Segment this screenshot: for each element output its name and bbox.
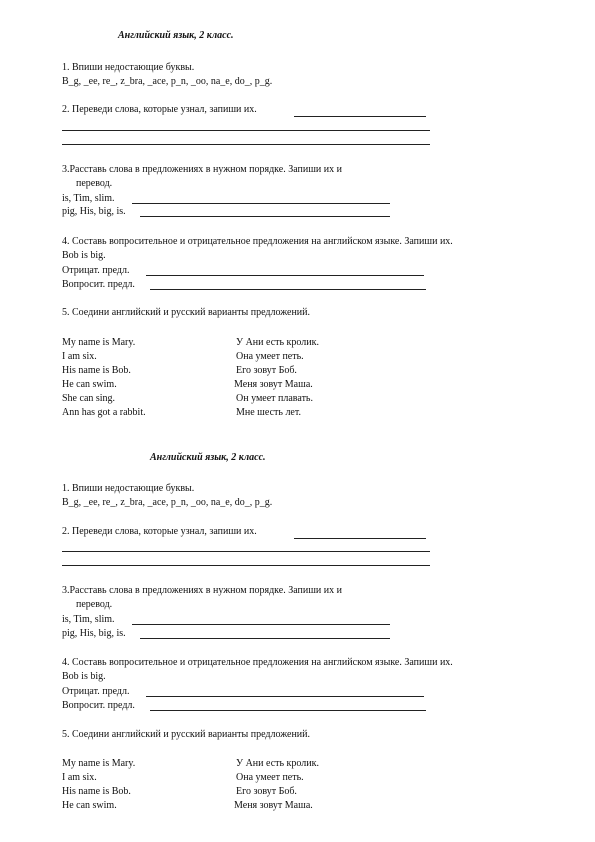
task4-q-label: Вопросит. предл.: [62, 700, 135, 711]
task3-row1: is, Tim, slim.: [62, 614, 115, 625]
english-sentence: Ann has got a rabbit.: [62, 407, 146, 418]
russian-sentence: Она умеет петь.: [236, 351, 304, 362]
english-sentence: She can sing.: [62, 393, 116, 404]
answer-line[interactable]: [62, 551, 430, 552]
task4-q-label: Вопросит. предл.: [62, 279, 135, 290]
worksheet-title: Английский язык, 2 класс.: [150, 452, 266, 463]
task4-sentence: Bob is big.: [62, 671, 106, 682]
task3-heading: 3.Расставь слова в предложениях в нужном порядке. Запиши их и: [62, 585, 342, 596]
russian-sentence: Меня зовут Маша.: [234, 379, 313, 390]
task2-heading: 2. Переведи слова, которые узнал, запиши их.: [62, 104, 257, 115]
task4-sentence: Bob is big.: [62, 250, 106, 261]
russian-sentence: Его зовут Боб.: [236, 365, 297, 376]
answer-line[interactable]: [294, 116, 426, 117]
task3-heading: 3.Расставь слова в предложениях в нужном порядке. Запиши их и: [62, 164, 342, 175]
answer-line[interactable]: [146, 275, 424, 276]
answer-line[interactable]: [150, 710, 426, 711]
russian-sentence: Меня зовут Маша.: [234, 800, 313, 811]
task1-letters: B_g, _ee, re_, z_bra, _ace, p_n, _oo, na_e, do_, p_g.: [62, 76, 273, 87]
russian-sentence: Он умеет плавать.: [236, 393, 313, 404]
english-sentence: My name is Mary.: [62, 758, 136, 769]
worksheet-title: Английский язык, 2 класс.: [118, 30, 234, 41]
english-sentence: His name is Bob.: [62, 365, 131, 376]
russian-sentence: У Ани есть кролик.: [236, 758, 319, 769]
english-sentence: I am six.: [62, 351, 97, 362]
english-sentence: I am six.: [62, 772, 97, 783]
task4-neg-label: Отрицат. предл.: [62, 686, 130, 697]
russian-sentence: Она умеет петь.: [236, 772, 304, 783]
answer-line[interactable]: [140, 638, 390, 639]
answer-line[interactable]: [132, 624, 390, 625]
answer-line[interactable]: [294, 538, 426, 539]
task3-row2: pig, His, big, is.: [62, 206, 126, 217]
task1-heading: 1. Впиши недостающие буквы.: [62, 483, 195, 494]
task5-heading: 5. Соедини английский и русский варианты предложений.: [62, 729, 310, 740]
english-sentence: My name is Mary.: [62, 337, 136, 348]
answer-line[interactable]: [62, 144, 430, 145]
task4-neg-label: Отрицат. предл.: [62, 265, 130, 276]
english-sentence: He can swim.: [62, 800, 117, 811]
answer-line[interactable]: [62, 565, 430, 566]
task5-heading: 5. Соедини английский и русский варианты предложений.: [62, 307, 310, 318]
task4-heading: 4. Составь вопросительное и отрицательное предложения на английском языке. Запиши их.: [62, 657, 453, 668]
russian-sentence: Мне шесть лет.: [236, 407, 301, 418]
answer-line[interactable]: [62, 130, 430, 131]
english-sentence: His name is Bob.: [62, 786, 131, 797]
task3-row1: is, Tim, slim.: [62, 193, 115, 204]
answer-line[interactable]: [146, 696, 424, 697]
english-sentence: He can swim.: [62, 379, 117, 390]
answer-line[interactable]: [140, 216, 390, 217]
answer-line[interactable]: [150, 289, 426, 290]
task3-row2: pig, His, big, is.: [62, 628, 126, 639]
task3-heading-cont: перевод.: [76, 178, 113, 189]
task4-heading: 4. Составь вопросительное и отрицательное предложения на английском языке. Запиши их.: [62, 236, 453, 247]
russian-sentence: У Ани есть кролик.: [236, 337, 319, 348]
task2-heading: 2. Переведи слова, которые узнал, запиши их.: [62, 526, 257, 537]
task1-heading: 1. Впиши недостающие буквы.: [62, 62, 195, 73]
task3-heading-cont: перевод.: [76, 599, 113, 610]
task1-letters: B_g, _ee, re_, z_bra, _ace, p_n, _oo, na_e, do_, p_g.: [62, 497, 273, 508]
russian-sentence: Его зовут Боб.: [236, 786, 297, 797]
answer-line[interactable]: [132, 203, 390, 204]
